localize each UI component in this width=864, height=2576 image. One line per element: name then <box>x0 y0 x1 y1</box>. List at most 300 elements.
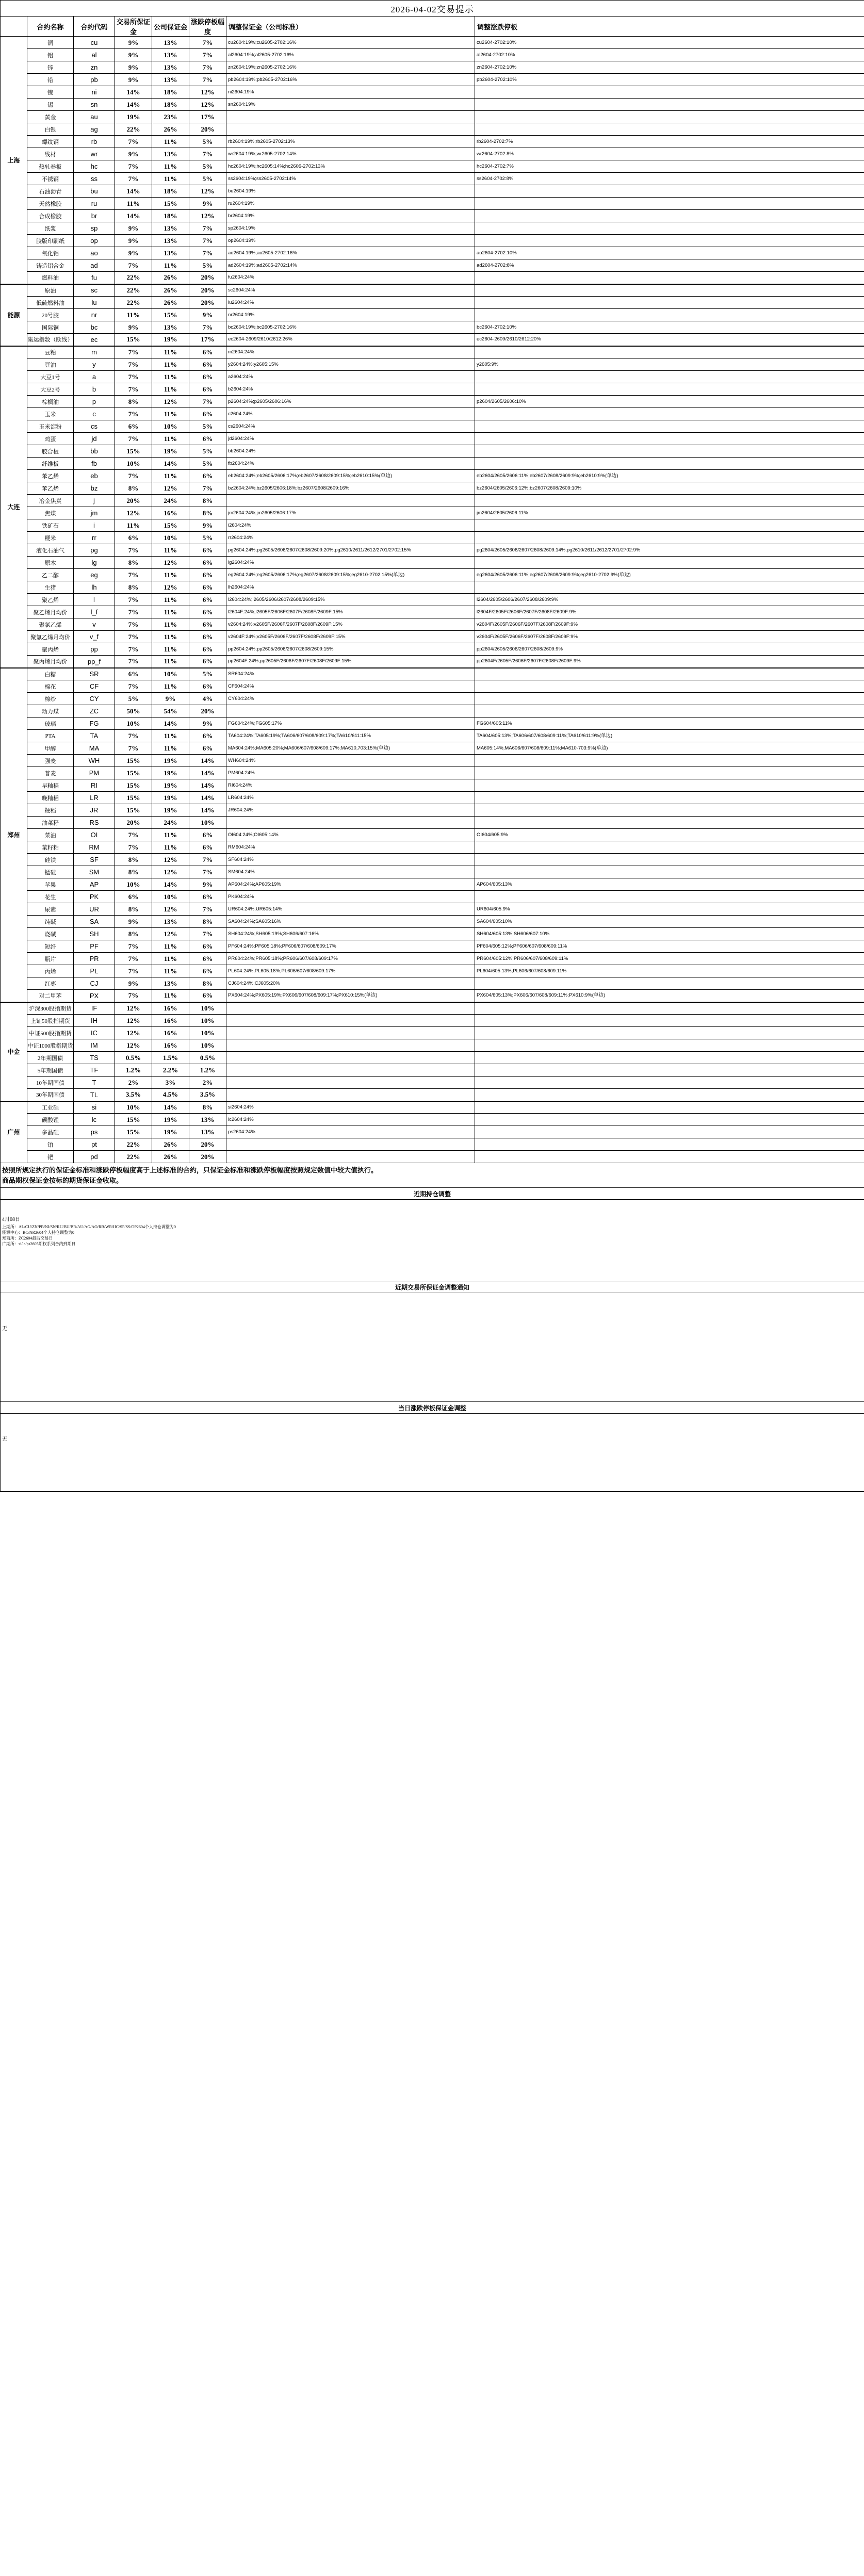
cell-adjust-margin: CY604:24% <box>226 693 475 705</box>
cell-company-margin: 24% <box>152 817 189 829</box>
cell-company-margin: 11% <box>152 953 189 965</box>
cell-adjust-limit <box>475 755 864 767</box>
cell-exchange-margin: 15% <box>115 779 152 792</box>
cell-limit-range: 8% <box>189 977 226 990</box>
cell-contract-code: pt <box>74 1138 115 1151</box>
cell-limit-range: 4% <box>189 693 226 705</box>
cell-contract-name: 棕榈油 <box>27 396 74 408</box>
cell-exchange-margin: 7% <box>115 433 152 445</box>
cell-adjust-margin: cu2604:19%;cu2605-2702:16% <box>226 37 475 49</box>
cell-limit-range: 14% <box>189 779 226 792</box>
cell-company-margin: 16% <box>152 1027 189 1039</box>
table-row <box>1 557 864 569</box>
cell-contract-code: SM <box>74 866 115 878</box>
footer-note-line-1: 按照所规定执行的保证金标准和涨跌停板幅度高于上述标准的合约，只保证金标准和涨跌停板幅度按照规定数值中较大值执行。 <box>2 1166 378 1174</box>
table-row <box>1 284 864 297</box>
cell-contract-name: 聚乙烯月均价 <box>27 606 74 618</box>
cell-contract-code: eb <box>74 470 115 482</box>
cell-exchange-margin: 7% <box>115 569 152 581</box>
cell-adjust-limit <box>475 977 864 990</box>
cell-adjust-limit <box>475 222 864 235</box>
cell-contract-code: PF <box>74 940 115 953</box>
cell-contract-code: RI <box>74 779 115 792</box>
cell-adjust-limit: pp2604/2605/2606/2607/2608/2609:9% <box>475 643 864 656</box>
cell-limit-range: 5% <box>189 160 226 173</box>
cell-contract-name: 玻璃 <box>27 718 74 730</box>
cell-exchange-margin: 7% <box>115 965 152 977</box>
cell-company-margin: 26% <box>152 123 189 136</box>
cell-contract-name: 生猪 <box>27 581 74 594</box>
cell-contract-code: rr <box>74 532 115 544</box>
table-row <box>1 693 864 705</box>
cell-adjust-limit: PR604/605:12%;PR606/607/608/609:11% <box>475 953 864 965</box>
cell-company-margin: 11% <box>152 173 189 185</box>
cell-contract-code: AP <box>74 878 115 891</box>
cell-adjust-margin <box>226 1064 475 1077</box>
cell-limit-range: 20% <box>189 705 226 718</box>
table-row <box>1 718 864 730</box>
cell-adjust-margin: pb2604:19%;pb2605-2702:16% <box>226 74 475 86</box>
table-row <box>1 74 864 86</box>
cell-contract-code: SA <box>74 916 115 928</box>
cell-exchange-margin: 7% <box>115 680 152 693</box>
cell-contract-code: pp <box>74 643 115 656</box>
cell-company-margin: 11% <box>152 990 189 1002</box>
table-row <box>1 247 864 259</box>
cell-limit-range: 6% <box>189 606 226 618</box>
cell-contract-name: 5年期国债 <box>27 1064 74 1077</box>
cell-contract-name: 白糖 <box>27 668 74 680</box>
cell-adjust-limit <box>475 1064 864 1077</box>
table-row <box>1 1039 864 1052</box>
cell-contract-name: 20号胶 <box>27 309 74 321</box>
cell-contract-name: 丙烯 <box>27 965 74 977</box>
table-row <box>1 408 864 420</box>
cell-adjust-limit: eg2604/2605/2606:11%;eg2607/2608/2609:9%;eg2610-2702:9%(单边) <box>475 569 864 581</box>
cell-limit-range: 5% <box>189 173 226 185</box>
cell-limit-range: 6% <box>189 841 226 854</box>
table-row <box>1 792 864 804</box>
cell-limit-range: 7% <box>189 235 226 247</box>
cell-contract-code: JR <box>74 804 115 817</box>
table-row <box>1 581 864 594</box>
cell-limit-range: 7% <box>189 854 226 866</box>
cell-adjust-margin: pp2604F:24%;pp2605F/2606F/2607F/2608F/2609F:15% <box>226 656 475 668</box>
cell-adjust-limit: UR604/605:9% <box>475 903 864 916</box>
table-row <box>1 767 864 779</box>
cell-company-margin: 18% <box>152 185 189 198</box>
cell-contract-code: MA <box>74 742 115 755</box>
table-row <box>1 1089 864 1101</box>
cell-adjust-margin: ss2604:19%;ss2605-2702:14% <box>226 173 475 185</box>
cell-exchange-margin: 11% <box>115 198 152 210</box>
cell-contract-name: 热轧卷板 <box>27 160 74 173</box>
cell-contract-code: FG <box>74 718 115 730</box>
cell-contract-name: 纸浆 <box>27 222 74 235</box>
cell-contract-code: ru <box>74 198 115 210</box>
cell-contract-name: 大豆2号 <box>27 383 74 396</box>
table-row <box>1 470 864 482</box>
cell-adjust-margin <box>226 1015 475 1027</box>
cell-contract-name: 甲醇 <box>27 742 74 755</box>
cell-contract-code: cs <box>74 420 115 433</box>
cell-limit-range: 20% <box>189 1151 226 1163</box>
cell-limit-range: 5% <box>189 259 226 272</box>
table-row <box>1 433 864 445</box>
cell-adjust-margin: rb2604:19%;rb2605-2702:13% <box>226 136 475 148</box>
cell-exchange-margin: 15% <box>115 1114 152 1126</box>
cell-company-margin: 15% <box>152 309 189 321</box>
cell-contract-name: 大豆1号 <box>27 371 74 383</box>
header-exchange <box>1 17 27 37</box>
cell-contract-name: 锰硅 <box>27 866 74 878</box>
cell-adjust-margin: ec2604-2609/2610/2612:26% <box>226 334 475 346</box>
table-row <box>1 804 864 817</box>
cell-limit-range: 6% <box>189 383 226 396</box>
cell-limit-range: 7% <box>189 903 226 916</box>
cell-limit-range: 7% <box>189 37 226 49</box>
cell-adjust-limit: TA604/605:13%;TA606/607/608/609:11%;TA610/611:9%(单边) <box>475 730 864 742</box>
cell-adjust-margin: a2604:24% <box>226 371 475 383</box>
cell-adjust-margin: l2604:24%;l2605/2606/2607/2608/2609:15% <box>226 594 475 606</box>
table-row <box>1 977 864 990</box>
cell-contract-code: eg <box>74 569 115 581</box>
cell-adjust-margin: rr2604:24% <box>226 532 475 544</box>
position-adjust-body-row <box>1 1200 864 1281</box>
cell-adjust-margin <box>226 1077 475 1089</box>
cell-limit-range: 7% <box>189 49 226 61</box>
cell-adjust-margin: zn2604:19%;zn2605-2702:16% <box>226 61 475 74</box>
cell-limit-range: 7% <box>189 482 226 495</box>
cell-contract-name: 铝 <box>27 49 74 61</box>
cell-company-margin: 11% <box>152 136 189 148</box>
cell-adjust-margin: SH604:24%;SH605:19%;SH606/607:16% <box>226 928 475 940</box>
cell-contract-code: SH <box>74 928 115 940</box>
cell-adjust-margin: RM604:24% <box>226 841 475 854</box>
cell-limit-range: 5% <box>189 420 226 433</box>
cell-company-margin: 14% <box>152 1101 189 1114</box>
cell-adjust-limit <box>475 779 864 792</box>
cell-contract-name: 低硫燃料油 <box>27 297 74 309</box>
cell-adjust-limit: FG604/605:11% <box>475 718 864 730</box>
cell-exchange-margin: 7% <box>115 383 152 396</box>
cell-contract-name: 石油沥青 <box>27 185 74 198</box>
cell-contract-code: CJ <box>74 977 115 990</box>
band-today-limit-adjust <box>1 1402 864 1414</box>
table-row <box>1 334 864 346</box>
cell-adjust-limit: l2604F/2605F/2606F/2607F/2608F/2609F:9% <box>475 606 864 618</box>
cell-exchange-margin: 15% <box>115 767 152 779</box>
cell-contract-code: sc <box>74 284 115 297</box>
table-row <box>1 817 864 829</box>
cell-contract-code: TS <box>74 1052 115 1064</box>
cell-contract-code: CF <box>74 680 115 693</box>
cell-adjust-limit <box>475 408 864 420</box>
cell-exchange-margin: 50% <box>115 705 152 718</box>
band-today-limit-label: 当日涨跌停板保证金调整 <box>1 1402 864 1414</box>
cell-exchange-margin: 0.5% <box>115 1052 152 1064</box>
cell-adjust-limit: wr2604-2702:8% <box>475 148 864 160</box>
table-row <box>1 1027 864 1039</box>
table-row <box>1 569 864 581</box>
cell-exchange-margin: 14% <box>115 99 152 111</box>
table-row <box>1 891 864 903</box>
cell-adjust-margin: sc2604:24% <box>226 284 475 297</box>
cell-contract-code: bu <box>74 185 115 198</box>
cell-contract-name: 聚丙烯月均价 <box>27 656 74 668</box>
cell-exchange-margin: 7% <box>115 544 152 557</box>
table-row <box>1 346 864 358</box>
cell-company-margin: 14% <box>152 458 189 470</box>
table-row <box>1 148 864 160</box>
table-row <box>1 86 864 99</box>
cell-limit-range: 20% <box>189 272 226 284</box>
table-row <box>1 953 864 965</box>
cell-limit-range: 7% <box>189 866 226 878</box>
cell-company-margin: 18% <box>152 210 189 222</box>
cell-exchange-margin: 22% <box>115 1151 152 1163</box>
cell-exchange-margin: 7% <box>115 656 152 668</box>
cell-contract-name: 瓶片 <box>27 953 74 965</box>
cell-exchange-margin: 8% <box>115 903 152 916</box>
cell-adjust-limit <box>475 198 864 210</box>
cell-exchange-margin: 7% <box>115 358 152 371</box>
cell-company-margin: 11% <box>152 841 189 854</box>
cell-adjust-limit <box>475 693 864 705</box>
cell-contract-code: IH <box>74 1015 115 1027</box>
cell-contract-name: 硅铁 <box>27 854 74 866</box>
cell-adjust-margin: p2604:24%;p2605/2606:16% <box>226 396 475 408</box>
exchange-label: 能源 <box>1 284 27 346</box>
cell-adjust-margin: SA604:24%;SA605:16% <box>226 916 475 928</box>
cell-exchange-margin: 12% <box>115 507 152 519</box>
cell-contract-code: si <box>74 1101 115 1114</box>
table-row <box>1 829 864 841</box>
cell-company-margin: 12% <box>152 396 189 408</box>
cell-contract-name: 粳稻 <box>27 804 74 817</box>
cell-adjust-limit <box>475 185 864 198</box>
table-row <box>1 680 864 693</box>
cell-limit-range: 10% <box>189 1027 226 1039</box>
cell-company-margin: 13% <box>152 49 189 61</box>
cell-adjust-margin: jd2604:24% <box>226 433 475 445</box>
cell-adjust-margin: pp2604:24%;pp2605/2606/2607/2608/2609:15% <box>226 643 475 656</box>
cell-limit-range: 7% <box>189 61 226 74</box>
cell-contract-code: c <box>74 408 115 420</box>
table-row <box>1 383 864 396</box>
cell-adjust-margin: hc2604:19%;hc2605:14%;hc2606-2702:13% <box>226 160 475 173</box>
cell-exchange-margin: 11% <box>115 309 152 321</box>
cell-company-margin: 12% <box>152 854 189 866</box>
table-row <box>1 321 864 334</box>
cell-contract-name: 豆粕 <box>27 346 74 358</box>
cell-limit-range: 5% <box>189 445 226 458</box>
table-row <box>1 99 864 111</box>
margin-adjust-body: 无 <box>1 1293 864 1402</box>
cell-adjust-limit <box>475 792 864 804</box>
cell-contract-code: ag <box>74 123 115 136</box>
cell-company-margin: 19% <box>152 1114 189 1126</box>
cell-adjust-limit <box>475 371 864 383</box>
band-margin-adjust-label: 近期交易所保证金调整通知 <box>1 1281 864 1293</box>
cell-contract-code: wr <box>74 148 115 160</box>
cell-limit-range: 6% <box>189 618 226 631</box>
cell-exchange-margin: 9% <box>115 49 152 61</box>
cell-limit-range: 5% <box>189 532 226 544</box>
exchange-label: 广州 <box>1 1101 27 1163</box>
cell-company-margin: 19% <box>152 755 189 767</box>
table-row <box>1 594 864 606</box>
cell-exchange-margin: 15% <box>115 792 152 804</box>
table-row <box>1 396 864 408</box>
cell-company-margin: 19% <box>152 792 189 804</box>
cell-exchange-margin: 7% <box>115 371 152 383</box>
cell-exchange-margin: 6% <box>115 420 152 433</box>
cell-contract-code: v <box>74 618 115 631</box>
cell-exchange-margin: 22% <box>115 272 152 284</box>
cell-adjust-limit: eb2604/2605/2606:11%;eb2607/2608/2609:9%;eb2610:9%(单边) <box>475 470 864 482</box>
cell-exchange-margin: 7% <box>115 730 152 742</box>
header-limit-range: 涨跌停板幅度 <box>189 17 226 37</box>
cell-adjust-limit <box>475 866 864 878</box>
cell-adjust-margin: m2604:24% <box>226 346 475 358</box>
cell-contract-name: 聚丙烯 <box>27 643 74 656</box>
table-row <box>1 928 864 940</box>
cell-adjust-limit <box>475 680 864 693</box>
cell-contract-name: 合成橡胶 <box>27 210 74 222</box>
cell-adjust-margin <box>226 1151 475 1163</box>
table-row <box>1 210 864 222</box>
cell-contract-code: ad <box>74 259 115 272</box>
cell-contract-code: SR <box>74 668 115 680</box>
cell-exchange-margin: 7% <box>115 631 152 643</box>
table-row <box>1 1126 864 1138</box>
cell-contract-code: cu <box>74 37 115 49</box>
cell-contract-code: RM <box>74 841 115 854</box>
page-title: 2026-04-02交易提示 <box>1 1 864 17</box>
cell-contract-code: ni <box>74 86 115 99</box>
sheet-title-row <box>1 1 864 17</box>
cell-adjust-margin: SM604:24% <box>226 866 475 878</box>
cell-contract-name: 聚氯乙烯月均价 <box>27 631 74 643</box>
cell-exchange-margin: 20% <box>115 495 152 507</box>
cell-contract-code: bb <box>74 445 115 458</box>
cell-contract-code: SF <box>74 854 115 866</box>
cell-adjust-limit <box>475 557 864 569</box>
cell-adjust-margin: WH604:24% <box>226 755 475 767</box>
cell-contract-name: 对二甲苯 <box>27 990 74 1002</box>
cell-adjust-limit: zn2604-2702:10% <box>475 61 864 74</box>
cell-adjust-limit <box>475 1089 864 1101</box>
cell-adjust-limit <box>475 1126 864 1138</box>
cell-adjust-margin: ni2604:19% <box>226 86 475 99</box>
cell-limit-range: 6% <box>189 940 226 953</box>
cell-limit-range: 6% <box>189 953 226 965</box>
cell-limit-range: 1.2% <box>189 1064 226 1077</box>
cell-adjust-margin: l2604F:24%;l2605F/2606F/2607F/2608F/2609F:15% <box>226 606 475 618</box>
cell-adjust-limit <box>475 1015 864 1027</box>
cell-contract-name: 原木 <box>27 557 74 569</box>
table-row <box>1 730 864 742</box>
cell-contract-name: 短纤 <box>27 940 74 953</box>
cell-limit-range: 7% <box>189 321 226 334</box>
cell-adjust-margin: SR604:24% <box>226 668 475 680</box>
cell-adjust-margin: v2604F:24%;v2605F/2606F/2607F/2608F/2609F:15% <box>226 631 475 643</box>
cell-contract-code: jd <box>74 433 115 445</box>
cell-contract-code: pd <box>74 1151 115 1163</box>
cell-contract-code: v_f <box>74 631 115 643</box>
cell-exchange-margin: 15% <box>115 755 152 767</box>
cell-contract-code: pg <box>74 544 115 557</box>
cell-exchange-margin: 8% <box>115 396 152 408</box>
cell-company-margin: 13% <box>152 222 189 235</box>
cell-contract-code: ao <box>74 247 115 259</box>
cell-adjust-limit: ec2604-2609/2610/2612:20% <box>475 334 864 346</box>
cell-adjust-margin: TA604:24%;TA605:19%;TA606/607/608/609:17%;TA610/611:15% <box>226 730 475 742</box>
cell-limit-range: 6% <box>189 730 226 742</box>
exchange-label: 上海 <box>1 37 27 284</box>
cell-adjust-limit <box>475 346 864 358</box>
cell-adjust-margin: jm2604:24%;jm2605/2606:17% <box>226 507 475 519</box>
cell-exchange-margin: 7% <box>115 742 152 755</box>
cell-limit-range: 2% <box>189 1077 226 1089</box>
cell-exchange-margin: 1.2% <box>115 1064 152 1077</box>
cell-contract-code: bz <box>74 482 115 495</box>
cell-contract-name: 烧碱 <box>27 928 74 940</box>
cell-company-margin: 19% <box>152 767 189 779</box>
cell-limit-range: 10% <box>189 817 226 829</box>
cell-limit-range: 7% <box>189 222 226 235</box>
cell-contract-name: 锡 <box>27 99 74 111</box>
cell-contract-name: 纯碱 <box>27 916 74 928</box>
cell-limit-range: 6% <box>189 581 226 594</box>
cell-exchange-margin: 7% <box>115 594 152 606</box>
cell-limit-range: 20% <box>189 1138 226 1151</box>
cell-adjust-margin: lc2604:24% <box>226 1114 475 1126</box>
cell-adjust-limit <box>475 111 864 123</box>
cell-contract-name: 燃料油 <box>27 272 74 284</box>
cell-exchange-margin: 15% <box>115 804 152 817</box>
cell-exchange-margin: 7% <box>115 470 152 482</box>
cell-adjust-limit <box>475 817 864 829</box>
cell-limit-range: 8% <box>189 507 226 519</box>
cell-exchange-margin: 7% <box>115 136 152 148</box>
cell-limit-range: 3.5% <box>189 1089 226 1101</box>
cell-adjust-margin <box>226 1089 475 1101</box>
cell-adjust-margin: al2604:19%;al2605-2702:16% <box>226 49 475 61</box>
cell-adjust-margin: PK604:24% <box>226 891 475 903</box>
cell-contract-code: lu <box>74 297 115 309</box>
cell-adjust-margin: br2604:19% <box>226 210 475 222</box>
cell-company-margin: 10% <box>152 668 189 680</box>
cell-company-margin: 12% <box>152 866 189 878</box>
cell-adjust-margin <box>226 705 475 718</box>
cell-adjust-limit <box>475 309 864 321</box>
cell-company-margin: 16% <box>152 507 189 519</box>
cell-adjust-margin: PR604:24%;PR605:18%;PR606/607/608/609:17% <box>226 953 475 965</box>
cell-company-margin: 12% <box>152 581 189 594</box>
cell-contract-name: 尿素 <box>27 903 74 916</box>
cell-adjust-margin: pg2604:24%;pg2605/2606/2607/2608/2609:20%;pg2610/2611/2612/2701/2702:15% <box>226 544 475 557</box>
table-row <box>1 631 864 643</box>
cell-exchange-margin: 7% <box>115 173 152 185</box>
cell-exchange-margin: 9% <box>115 977 152 990</box>
cell-contract-name: 苯乙烯 <box>27 482 74 495</box>
cell-limit-range: 6% <box>189 557 226 569</box>
cell-contract-code: WH <box>74 755 115 767</box>
cell-contract-name: 液化石油气 <box>27 544 74 557</box>
table-row <box>1 606 864 618</box>
